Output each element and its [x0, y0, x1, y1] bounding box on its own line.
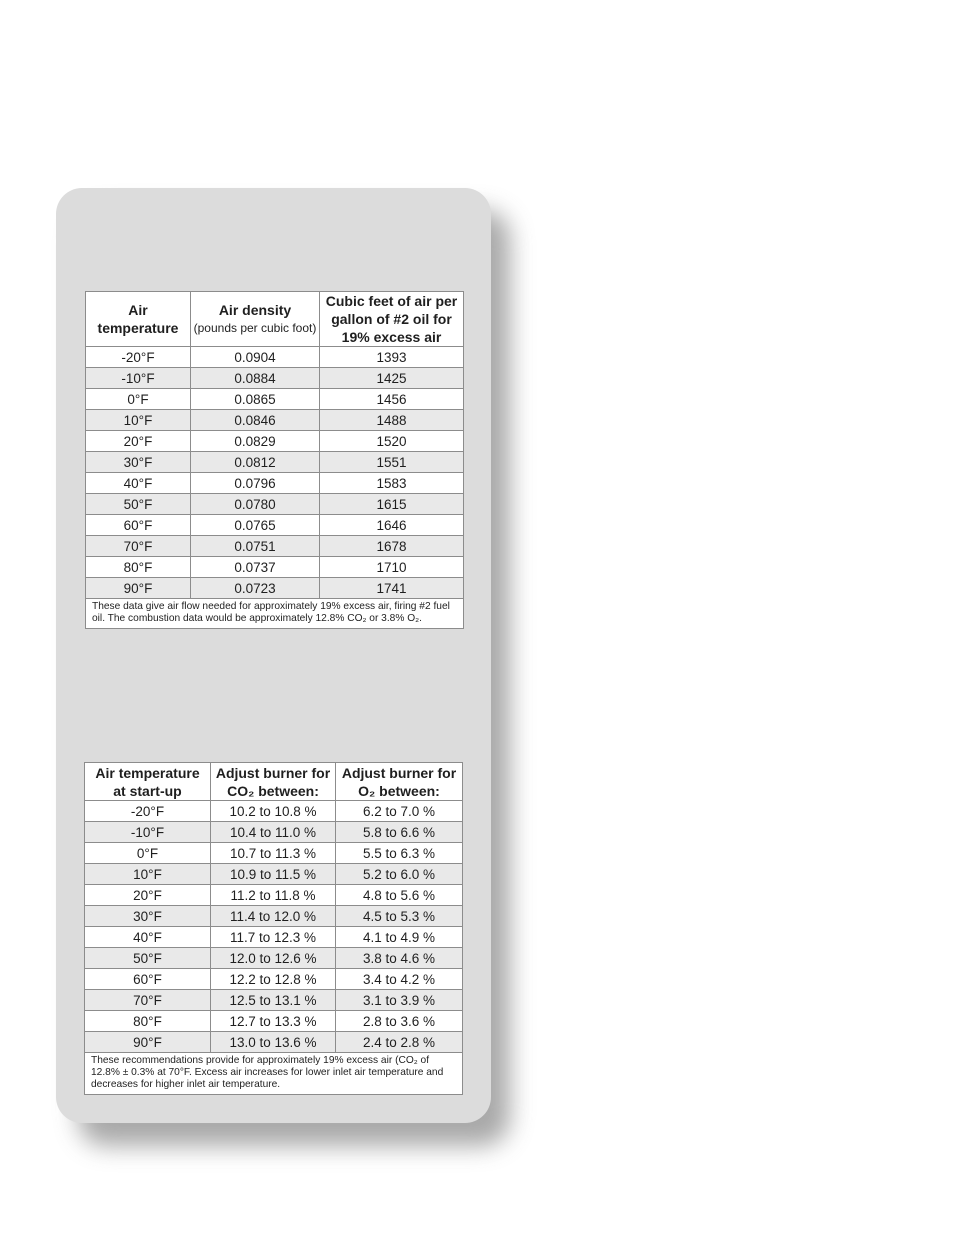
table-cell: 10.9 to 11.5 % [211, 864, 336, 885]
table-cell: -20°F [85, 801, 211, 822]
table-cell: 0°F [85, 843, 211, 864]
table-cell: 5.2 to 6.0 % [336, 864, 463, 885]
table-cell: 1425 [320, 368, 464, 389]
header-air-density [191, 292, 320, 347]
table-row [85, 822, 463, 843]
table-row [86, 389, 464, 410]
table-cell: 1615 [320, 494, 464, 515]
table-cell: 80°F [85, 1011, 211, 1032]
table-cell: 2.8 to 3.6 % [336, 1011, 463, 1032]
table-cell: 1710 [320, 557, 464, 578]
table-row [85, 843, 463, 864]
table-cell: 13.0 to 13.6 % [211, 1032, 336, 1053]
table-cell: 30°F [86, 452, 191, 473]
table-cell: 0.0846 [191, 410, 320, 431]
air-density-table [85, 291, 464, 629]
table-cell: 60°F [86, 515, 191, 536]
table-cell: 3.4 to 4.2 % [336, 969, 463, 990]
table-cell: 0.0796 [191, 473, 320, 494]
table-row [86, 557, 464, 578]
table-cell: 1488 [320, 410, 464, 431]
table-row [86, 347, 464, 368]
table-cell: -10°F [85, 822, 211, 843]
table-row [86, 473, 464, 494]
header-label: Adjust burner for CO₂ between: [215, 764, 331, 799]
table-header-row [86, 292, 464, 347]
table-row [86, 452, 464, 473]
burner-adjustment-table [84, 762, 463, 1095]
table-cell: 90°F [86, 578, 191, 599]
table-cell: 70°F [86, 536, 191, 557]
table-cell: 90°F [85, 1032, 211, 1053]
table-cell: 40°F [85, 927, 211, 948]
table-row [86, 536, 464, 557]
table-cell: 12.0 to 12.6 % [211, 948, 336, 969]
table-row [85, 906, 463, 927]
table-cell: 0.0904 [191, 347, 320, 368]
table-row [86, 578, 464, 599]
table-cell: 10.2 to 10.8 % [211, 801, 336, 822]
table-cell: 12.5 to 13.1 % [211, 990, 336, 1011]
table-cell: 30°F [85, 906, 211, 927]
table-cell: 1520 [320, 431, 464, 452]
table-cell: 4.8 to 5.6 % [336, 885, 463, 906]
table-row [85, 1011, 463, 1032]
table-cell: 3.1 to 3.9 % [336, 990, 463, 1011]
table-cell: 60°F [85, 969, 211, 990]
header-startup-temperature [85, 763, 211, 801]
table-row [85, 864, 463, 885]
table-cell: 20°F [85, 885, 211, 906]
table-cell: 10.4 to 11.0 % [211, 822, 336, 843]
table-cell: 5.8 to 6.6 % [336, 822, 463, 843]
header-sublabel: (pounds per cubic foot) [193, 321, 317, 335]
table-cell: 12.2 to 12.8 % [211, 969, 336, 990]
table-cell: 4.5 to 5.3 % [336, 906, 463, 927]
table-cell: 20°F [86, 431, 191, 452]
table-cell: 1393 [320, 347, 464, 368]
table-cell: 3.8 to 4.6 % [336, 948, 463, 969]
table-cell: 0.0865 [191, 389, 320, 410]
table-cell: 0.0829 [191, 431, 320, 452]
table-cell: 5.5 to 6.3 % [336, 843, 463, 864]
table-cell: 80°F [86, 557, 191, 578]
table-row [86, 494, 464, 515]
table-cell: 1678 [320, 536, 464, 557]
table-cell: -10°F [86, 368, 191, 389]
table-cell: 70°F [85, 990, 211, 1011]
table-cell: 0.0723 [191, 578, 320, 599]
table-footnote: These recommendations provide for approximately 19% excess air (CO₂ of 12.8% ± 0.3% at 70°F. Excess air increases for lower inlet air temperature and decreases for higher inlet air temperature. [85, 1053, 463, 1095]
table-cell: 11.7 to 12.3 % [211, 927, 336, 948]
table-cell: 1646 [320, 515, 464, 536]
header-label: Air temperature at start-up [95, 764, 200, 799]
table-cell: 50°F [86, 494, 191, 515]
table-cell: 1551 [320, 452, 464, 473]
table-cell: 10.7 to 11.3 % [211, 843, 336, 864]
header-label: Cubic feet of air per gallon of #2 oil for 19% excess air [325, 293, 458, 345]
table-cell: 0°F [86, 389, 191, 410]
table-row [85, 801, 463, 822]
table-cell: 50°F [85, 948, 211, 969]
table-cell: 0.0780 [191, 494, 320, 515]
table-cell: 40°F [86, 473, 191, 494]
table-row [85, 927, 463, 948]
table-cell: 0.0751 [191, 536, 320, 557]
table-row [85, 1032, 463, 1053]
table-row [85, 885, 463, 906]
table-cell: 11.4 to 12.0 % [211, 906, 336, 927]
table-cell: 1583 [320, 473, 464, 494]
table-row [86, 515, 464, 536]
table-cell: -20°F [86, 347, 191, 368]
table-cell: 0.0884 [191, 368, 320, 389]
header-label: Air temperature [97, 302, 179, 336]
header-air-temperature [86, 292, 191, 347]
table-cell: 10°F [85, 864, 211, 885]
header-label: Air density [218, 302, 292, 318]
table-cell: 12.7 to 13.3 % [211, 1011, 336, 1032]
table-cell: 0.0765 [191, 515, 320, 536]
table-header-row [85, 763, 463, 801]
table-cell: 10°F [86, 410, 191, 431]
table-row [86, 431, 464, 452]
header-co2-range [211, 763, 336, 801]
table-cell: 0.0812 [191, 452, 320, 473]
table-cell: 6.2 to 7.0 % [336, 801, 463, 822]
table-row [85, 969, 463, 990]
header-o2-range [336, 763, 463, 801]
table-row [86, 410, 464, 431]
table-cell: 2.4 to 2.8 % [336, 1032, 463, 1053]
table-footnote: These data give air flow needed for approximately 19% excess air, firing #2 fuel oil. The combustion data would be approximately 12.8% CO₂ or 3.8% O₂. [86, 599, 464, 629]
header-label: Adjust burner for O₂ between: [341, 764, 457, 799]
table-row [85, 990, 463, 1011]
table-cell: 1741 [320, 578, 464, 599]
table-row [86, 368, 464, 389]
table-cell: 11.2 to 11.8 % [211, 885, 336, 906]
table-cell: 4.1 to 4.9 % [336, 927, 463, 948]
table-row [85, 948, 463, 969]
table-cell: 0.0737 [191, 557, 320, 578]
table-cell: 1456 [320, 389, 464, 410]
header-cubic-feet [320, 292, 464, 347]
